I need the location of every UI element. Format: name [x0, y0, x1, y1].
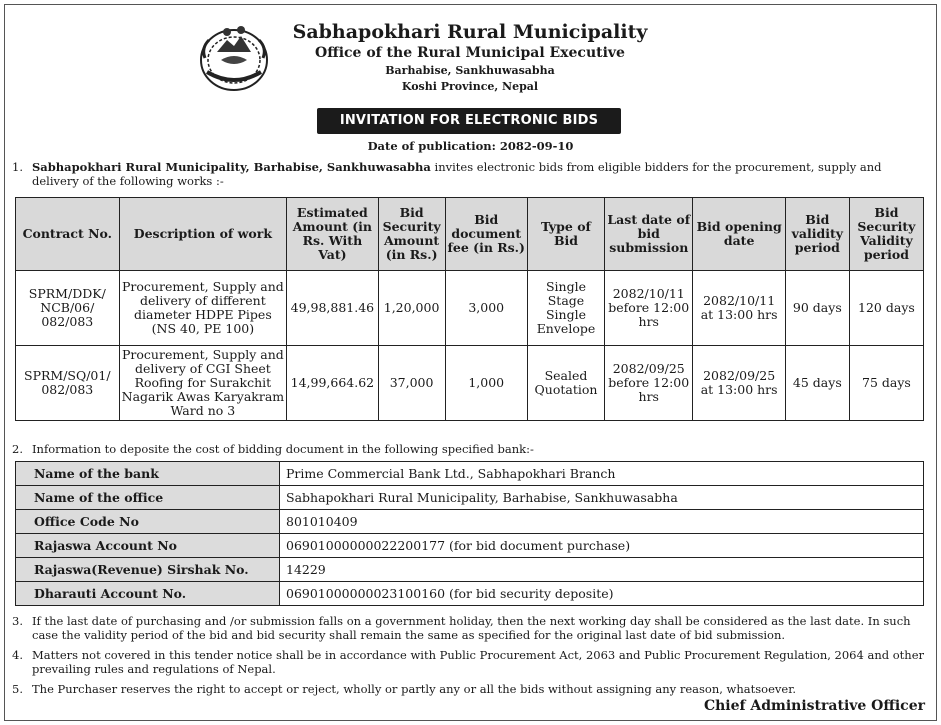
table-cell: 1,20,000 [378, 271, 445, 346]
table-cell: 49,98,881.46 [287, 271, 378, 346]
paragraph-number: 2. [12, 442, 23, 456]
nepal-emblem-icon [197, 22, 271, 94]
table-cell: 75 days [849, 346, 923, 421]
header-cell: Type of Bid [527, 198, 604, 271]
table-cell: 14,99,664.62 [287, 346, 378, 421]
paragraph-5-text: The Purchaser reserves the right to accept or reject, wholly or partly any or all the bids without assigning any reason, whatsoever. [32, 682, 797, 696]
bids-table [15, 197, 924, 421]
paragraph-1 [12, 160, 930, 188]
bank-value: 14229 [280, 558, 924, 582]
table-cell: Single Stage Single Envelope [527, 271, 604, 346]
table-cell: SPRM/SQ/01/ 082/083 [16, 346, 120, 421]
table-cell: Procurement, Supply and delivery of CGI Sheet Roofing for Surakchit Nagarik Awas Karyakram Ward no 3 [119, 346, 287, 421]
header-cell: Contract No. [16, 198, 120, 271]
table-header-row [16, 198, 924, 271]
paragraph-1-bold: Sabhapokhari Rural Municipality, Barhabise, Sankhuwasabha [32, 160, 431, 174]
signature: Chief Administrative Officer [703, 698, 925, 714]
header-cell: Bid Security Amount (in Rs.) [378, 198, 445, 271]
table-cell: 2082/09/25 at 13:00 hrs [693, 346, 785, 421]
address-line-1: Barhabise, Sankhuwasabha [385, 64, 555, 77]
publication-date: Date of publication: 2082-09-10 [367, 139, 574, 153]
header-cell: Estimated Amount (in Rs. With Vat) [287, 198, 378, 271]
header [280, 20, 660, 95]
bank-value: 06901000000023100160 (for bid security deposite) [280, 582, 924, 606]
municipality-title: Sabhapokhari Rural Municipality [292, 21, 648, 43]
bank-value: 06901000000022200177 (for bid document purchase) [280, 534, 924, 558]
address-line-2: Koshi Province, Nepal [401, 80, 539, 93]
header-cell: Bid document fee (in Rs.) [445, 198, 527, 271]
paragraph-number: 1. [12, 160, 23, 174]
paragraph-4 [12, 648, 930, 676]
bank-label: Name of the office [16, 486, 280, 510]
table-cell: 3,000 [445, 271, 527, 346]
table-cell: Procurement, Supply and delivery of different diameter HDPE Pipes (NS 40, PE 100) [119, 271, 287, 346]
table-cell: 2082/10/11 at 13:00 hrs [693, 271, 785, 346]
bank-row [16, 462, 924, 486]
header-cell: Bid Security Validity period [849, 198, 923, 271]
paragraph-number: 4. [12, 648, 23, 662]
paragraph-number: 3. [12, 614, 23, 628]
header-cell: Bid validity period [785, 198, 849, 271]
bank-value: Prime Commercial Bank Ltd., Sabhapokhari Branch [280, 462, 924, 486]
table-cell: 2082/10/11 before 12:00 hrs [605, 271, 693, 346]
table-cell: Sealed Quotation [527, 346, 604, 421]
paragraph-5 [12, 682, 930, 696]
bank-row [16, 582, 924, 606]
paragraph-2 [12, 442, 930, 456]
table-cell: 37,000 [378, 346, 445, 421]
paragraph-1-text: invites electronic bids from eligible bidders for the procurement, supply and delivery of the following works :- [32, 160, 882, 188]
table-row [16, 271, 924, 346]
bank-label: Rajaswa(Revenue) Sirshak No. [16, 558, 280, 582]
table-cell: SPRM/DDK/ NCB/06/ 082/083 [16, 271, 120, 346]
bank-label: Name of the bank [16, 462, 280, 486]
paragraph-2-text: Information to deposite the cost of bidding document in the following specified bank:- [32, 442, 534, 456]
bank-table [15, 461, 924, 606]
bank-label: Dharauti Account No. [16, 582, 280, 606]
notice-banner: INVITATION FOR ELECTRONIC BIDS [317, 108, 621, 134]
office-title: Office of the Rural Municipal Executive [315, 45, 625, 61]
paragraph-number: 5. [12, 682, 23, 696]
table-cell: 90 days [785, 271, 849, 346]
bank-label: Office Code No [16, 510, 280, 534]
bank-row [16, 510, 924, 534]
header-cell: Bid opening date [693, 198, 785, 271]
header-cell: Description of work [119, 198, 287, 271]
paragraph-3 [12, 614, 930, 642]
table-row [16, 346, 924, 421]
table-cell: 2082/09/25 before 12:00 hrs [605, 346, 693, 421]
bank-row [16, 534, 924, 558]
table-cell: 45 days [785, 346, 849, 421]
table-cell: 120 days [849, 271, 923, 346]
table-cell: 1,000 [445, 346, 527, 421]
bank-label: Rajaswa Account No [16, 534, 280, 558]
bank-value: 801010409 [280, 510, 924, 534]
paragraph-4-text: Matters not covered in this tender notice shall be in accordance with Public Procurement Act, 2063 and Public Procurement Regulation, 2064 and other prevailing rules and regulations of Nepal. [32, 648, 925, 676]
paragraph-3-text: If the last date of purchasing and /or submission falls on a government holiday, then the next working day shall be considered as the last date. In such case the validity period of the bid and bid security shall remain the same as specified for the original last date of bid submission. [32, 614, 911, 642]
header-cell: Last date of bid submission [605, 198, 693, 271]
bank-value: Sabhapokhari Rural Municipality, Barhabise, Sankhuwasabha [280, 486, 924, 510]
bank-row [16, 486, 924, 510]
bank-row [16, 558, 924, 582]
